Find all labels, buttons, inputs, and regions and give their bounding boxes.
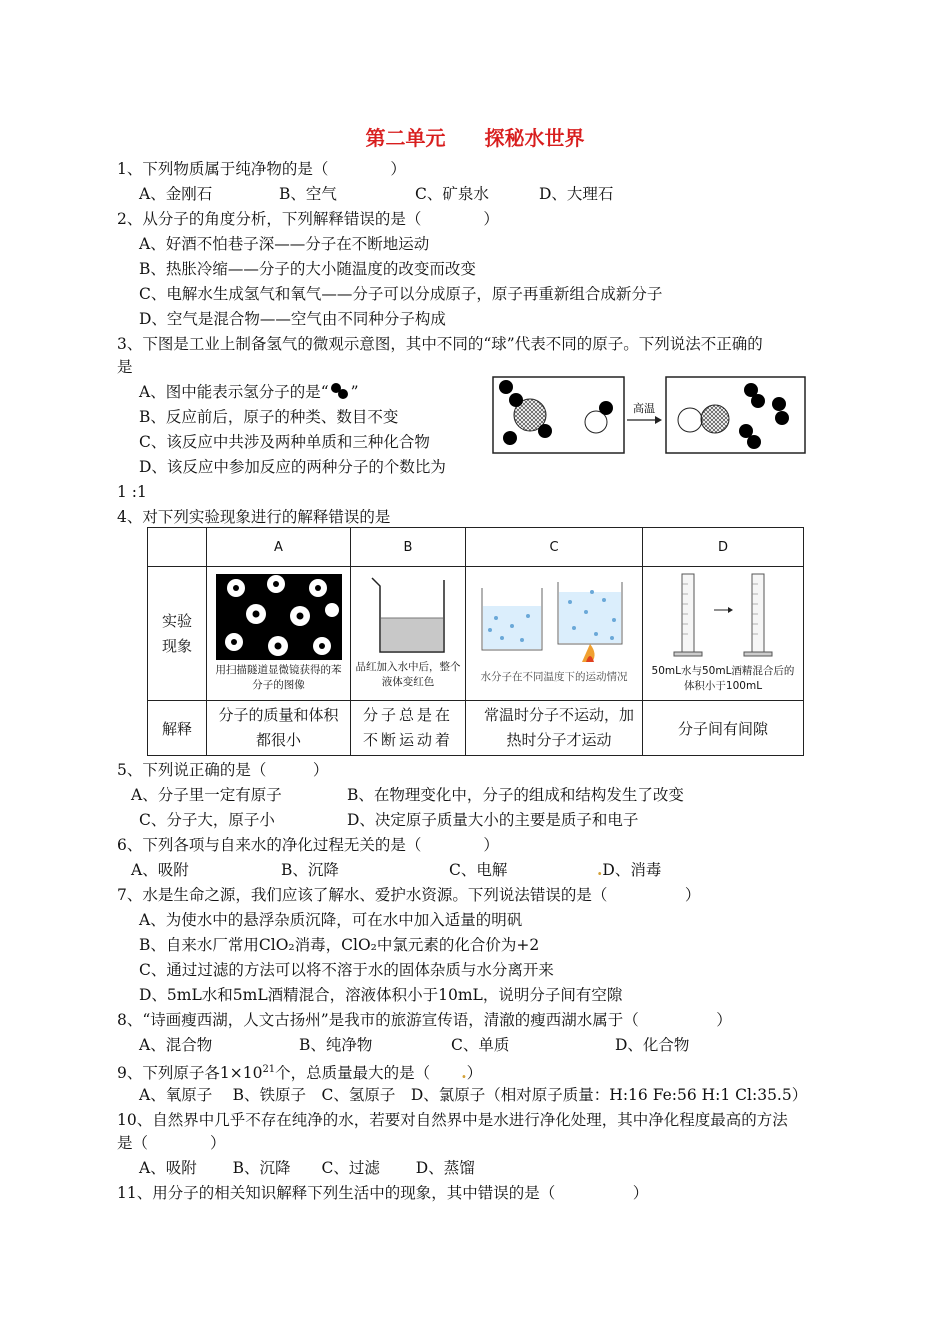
q7-option-c: C、通过过滤的方法可以将不溶于水的固体杂质与水分离开来	[139, 961, 554, 979]
beaker-icon	[360, 574, 456, 658]
q1-option-d: D、大理石	[539, 185, 614, 203]
q9-exponent: 21	[262, 1064, 276, 1075]
reaction-diagram	[492, 376, 806, 454]
col-header-a: A	[207, 528, 351, 567]
q7-option-b: B、自来水厂常用ClO₂消毒，ClO₂中氯元素的化合价为+2	[139, 936, 540, 954]
q5-options-row2	[131, 809, 638, 831]
q5-options-row1	[131, 784, 684, 806]
caption-d: 50mL水与50mL酒精混合后的体积小于100mL	[651, 664, 795, 692]
q3-option-a-close: ”	[350, 383, 359, 401]
question-1: 1、下列物质属于纯净物的是（ ）	[117, 160, 406, 178]
question-11: 11、用分子的相关知识解释下列生活中的现象，其中错误的是（ ）	[117, 1184, 649, 1202]
table-corner	[148, 528, 207, 567]
q5-option-d: D、决定原子质量大小的主要是质子和电子	[347, 811, 639, 829]
explanation-d: 分子间有间隙	[643, 701, 804, 756]
q1-option-b: B、空气	[279, 185, 337, 203]
cell-d-image	[643, 567, 804, 701]
title-topic: 探秘水世界	[484, 126, 585, 150]
question-10-cont: 是（ ）	[117, 1134, 226, 1152]
caption-c: 水分子在不同温度下的运动情况	[480, 671, 628, 683]
q9-stem-end: ）	[466, 1064, 483, 1083]
q7-option-d: D、5mL水和5mL酒精混合，溶液体积小于10mL，说明分子间有空隙	[139, 986, 623, 1004]
q10-options: A、吸附 B、沉降 C、过滤 D、蒸馏	[139, 1159, 475, 1177]
q1-option-c: C、矿泉水	[415, 185, 489, 203]
question-6: 6、下列各项与自来水的净化过程无关的是（ ）	[117, 836, 499, 854]
hydrogen-molecule-icon	[329, 382, 351, 400]
q2-option-b: B、热胀冷缩——分子的大小随温度的改变而改变	[139, 260, 476, 278]
q8-option-c: C、单质	[451, 1036, 510, 1054]
q7-option-a: A、为使水中的悬浮杂质沉降，可在水中加入适量的明矾	[139, 911, 523, 929]
q3-option-b: B、反应前后，原子的种类、数目不变	[139, 408, 399, 426]
question-8: 8、“诗画瘦西湖，人文古扬州”是我市的旅游宣传语，清澈的瘦西湖水属于（ ）	[117, 1011, 732, 1029]
q3-option-d: D、该反应中参加反应的两种分子的个数比为	[139, 458, 446, 476]
q2-option-d: D、空气是混合物——空气由不同种分子构成	[139, 310, 446, 328]
q9-stem-mid: 个，总质量最大的是（	[275, 1064, 462, 1083]
question-10: 10、自然界中几乎不存在纯净的水，若要对自然界中是水进行净化处理，其中净化程度最高的方法	[117, 1111, 788, 1129]
page-title	[0, 122, 950, 151]
q3-option-a-text: A、图中能表示氢分子的是“	[139, 383, 329, 401]
row-label-explanation: 解释	[148, 701, 207, 756]
q6-options	[131, 859, 661, 881]
cell-a-image	[207, 567, 351, 701]
water-molecules-beakers-icon	[474, 578, 634, 668]
q8-option-d: D、化合物	[615, 1036, 690, 1054]
col-header-c: C	[466, 528, 643, 567]
experiment-table	[147, 527, 804, 756]
explanation-a: 分子的质量和体积都很小	[207, 701, 351, 756]
graduated-cylinders-icon	[668, 570, 778, 662]
cell-b-image	[351, 567, 466, 701]
explanation-c: 常温时分子不运动，加热时分子才运动	[466, 701, 643, 756]
q6-option-a: A、吸附	[131, 861, 189, 879]
q3-option-d-cont: 1 :1	[117, 483, 147, 501]
question-3: 3、下图是工业上制备氢气的微观示意图，其中不同的“球”代表不同的原子。下列说法不正确的	[117, 335, 763, 353]
q8-options	[139, 1034, 689, 1056]
q2-option-a: A、好酒不怕巷子深——分子在不断地运动	[139, 235, 430, 253]
col-header-d: D	[643, 528, 804, 567]
question-9	[117, 1059, 482, 1084]
question-4: 4、对下列实验现象进行的解释错误的是	[117, 508, 391, 526]
q3-option-c: C、该反应中共涉及两种单质和三种化合物	[139, 433, 430, 451]
black-atom-icon	[509, 393, 523, 407]
question-2: 2、从分子的角度分析，下列解释错误的是（ ）	[117, 210, 499, 228]
caption-a: 用扫描隧道显微镜获得的苯分子的图像	[215, 664, 342, 691]
q6-option-d: D、消毒	[602, 861, 662, 879]
q8-option-b: B、纯净物	[299, 1036, 373, 1054]
q1-option-a: A、金刚石	[139, 185, 213, 203]
q6-mark: .	[597, 860, 603, 879]
q8-option-a: A、混合物	[139, 1036, 213, 1054]
q5-option-c: C、分子大，原子小	[139, 811, 275, 829]
q5-option-b: B、在物理变化中，分子的组成和结构发生了改变	[347, 786, 684, 804]
q5-option-a: A、分子里一定有原子	[131, 786, 282, 804]
title-unit: 第二单元	[365, 126, 446, 150]
cell-c-image	[466, 567, 643, 701]
q1-options	[139, 183, 613, 205]
q3-option-a	[139, 381, 359, 403]
explanation-b: 分子总是在不断运动着	[351, 701, 466, 756]
arrow-label: 高温	[633, 402, 655, 415]
q6-option-b: B、沉降	[281, 861, 339, 879]
q6-option-c: C、电解	[449, 861, 508, 879]
q9-stem-start: 9、下列原子各1×10	[117, 1064, 263, 1083]
col-header-b: B	[351, 528, 466, 567]
q9-options: A、氧原子 B、铁原子 C、氢原子 D、氯原子（相对原子质量：H:16 Fe:56 H:1 Cl:35.5）	[139, 1086, 808, 1104]
q9-mark: .	[461, 1063, 467, 1083]
q2-option-c: C、电解水生成氢气和氧气——分子可以分成原子，原子再重新组合成新分子	[139, 285, 663, 303]
question-7: 7、水是生命之源，我们应该了解水、爱护水资源。下列说法错误的是（ ）	[117, 886, 701, 904]
question-3-cont: 是	[117, 358, 133, 376]
benzene-stm-image	[216, 574, 342, 660]
caption-b: 品红加入水中后，整个液体变红色	[355, 660, 461, 688]
row-label-phenomenon: 实验现象	[148, 567, 207, 701]
question-5: 5、下列说正确的是（ ）	[117, 761, 329, 779]
